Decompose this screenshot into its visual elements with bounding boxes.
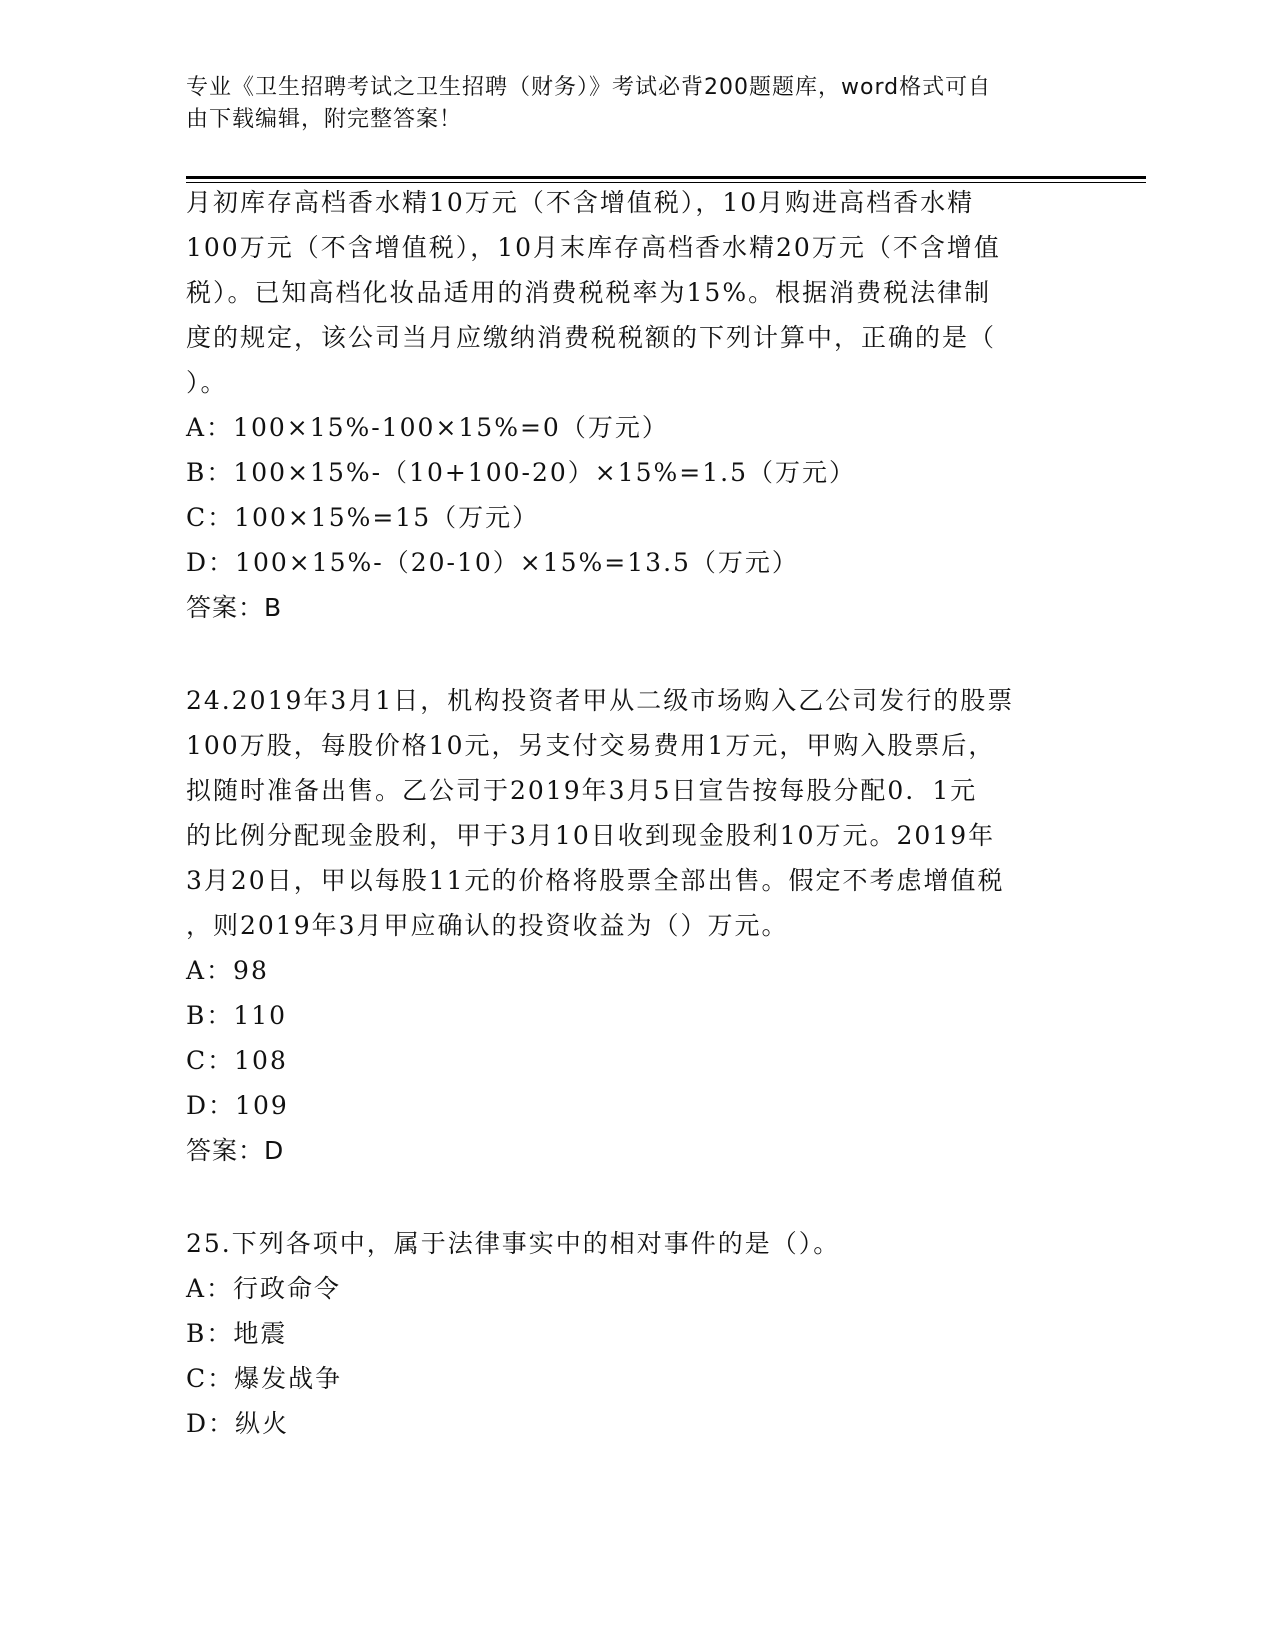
question-text-line: 24.2019年3月1日，机构投资者甲从二级市场购入乙公司发行的股票 — [186, 686, 1015, 715]
question-text-line: 税）。已知高档化妆品适用的消费税税率为15%。根据消费税法律制 — [186, 278, 992, 307]
question-text-line: 3月20日，甲以每股11元的价格将股票全部出售。假定不考虑增值税 — [186, 866, 1005, 895]
option-b: B：地震 — [186, 1319, 288, 1348]
option-c: C：108 — [186, 1046, 288, 1075]
option-b: B：100×15%-（10+100-20）×15%=1.5（万元） — [186, 458, 857, 487]
question-text-line: 月初库存高档香水精10万元（不含增值税），10月购进高档香水精 — [186, 188, 975, 217]
header-title-line-1: 专业《卫生招聘考试之卫生招聘（财务）》考试必背200题题库，word格式可自 — [186, 75, 992, 100]
header-divider-thick — [186, 176, 1146, 179]
option-b: B：110 — [186, 1001, 288, 1030]
question-25 — [186, 1221, 1086, 1446]
option-a: A：行政命令 — [186, 1274, 342, 1303]
question-text-line: 100万元（不含增值税），10月末库存高档香水精20万元（不含增值 — [186, 233, 1001, 262]
question-text-line: 拟随时准备出售。乙公司于2019年3月5日宣告按每股分配0．1元 — [186, 776, 978, 805]
question-list — [186, 180, 1086, 1446]
question-text-line: 的比例分配现金股利，甲于3月10日收到现金股利10万元。2019年 — [186, 821, 996, 850]
option-c: C：爆发战争 — [186, 1364, 343, 1393]
option-d: D：100×15%-（20-10）×15%=13.5（万元） — [186, 548, 799, 577]
question-text-line: ）。 — [186, 368, 228, 397]
question-24 — [186, 678, 1086, 1173]
question-text-line: 25.下列各项中，属于法律事实中的相对事件的是（）。 — [186, 1229, 841, 1258]
document-header — [186, 72, 1066, 136]
option-d: D：109 — [186, 1091, 289, 1120]
option-c: C：100×15%=15（万元） — [186, 503, 540, 532]
option-a: A：100×15%-100×15%=0（万元） — [186, 413, 669, 442]
question-text-line: 100万股，每股价格10元，另支付交易费用1万元，甲购入股票后， — [186, 731, 996, 760]
header-title-line-2: 由下载编辑，附完整答案！ — [186, 107, 463, 132]
answer-label: 答案：B — [186, 593, 283, 622]
option-d: D：纵火 — [186, 1409, 290, 1438]
question-23 — [186, 180, 1086, 630]
question-text-line: 度的规定，该公司当月应缴纳消费税税额的下列计算中，正确的是（ — [186, 323, 997, 352]
answer-label: 答案：D — [186, 1136, 285, 1165]
question-text-line: ，则2019年3月甲应确认的投资收益为（）万元。 — [186, 911, 789, 940]
option-a: A：98 — [186, 956, 269, 985]
